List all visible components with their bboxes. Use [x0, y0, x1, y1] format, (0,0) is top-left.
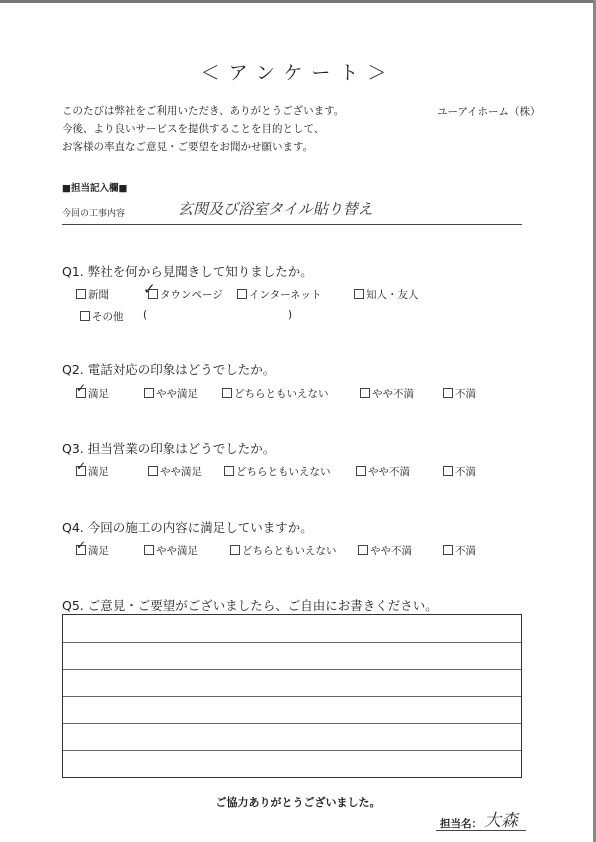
q2-option-dissatisfied[interactable]: 不満	[443, 386, 476, 401]
q2-option-satisfied[interactable]: 満足	[76, 386, 109, 401]
q4-check-mark-icon: ✓	[76, 538, 87, 552]
q1-option-other[interactable]: その他	[80, 309, 124, 324]
q3-option-satisfied[interactable]: 満足	[76, 464, 109, 479]
q1-checkbox-newspaper[interactable]	[76, 289, 86, 299]
q2-option-neutral[interactable]: どちらともいえない	[222, 386, 329, 401]
staff-name-value[interactable]: 大森	[484, 811, 518, 831]
intro-line-1: このたびは弊社をご利用いただき、ありがとうございます。	[62, 105, 345, 117]
q2-checkbox-dissatisfied[interactable]	[443, 388, 453, 398]
q5-question: Q5. ご意見・ご要望がございましたら、ご自由にお書きください。	[62, 598, 438, 613]
thanks-message: ご協力ありがとうございました。	[215, 796, 381, 809]
intro-line-2: 今後、より良いサービスを提供することを目的として、	[62, 123, 325, 135]
q2-option-somewhat-dissatisfied[interactable]: やや不満	[360, 386, 414, 401]
staff-name-underline	[436, 830, 526, 831]
q4-checkbox-neutral[interactable]	[230, 545, 240, 555]
q4-checkbox-dissatisfied[interactable]	[443, 545, 453, 555]
q1-check-mark-icon: ✓	[143, 280, 156, 298]
q3-option-somewhat-dissatisfied[interactable]: やや不満	[356, 464, 410, 479]
q1-option-newspaper[interactable]: 新聞	[76, 287, 109, 302]
company-name: ユーアイホーム（株）	[437, 106, 541, 118]
q1-other-paren-open: (	[143, 309, 148, 321]
q4-checkbox-somewhat-satisfied[interactable]	[144, 545, 154, 555]
q4-checkbox-somewhat-dissatisfied[interactable]	[358, 545, 368, 555]
q4-option-satisfied[interactable]: 満足	[76, 543, 109, 558]
q3-checkbox-somewhat-satisfied[interactable]	[148, 466, 158, 476]
q1-other-paren-close: )	[288, 309, 293, 321]
q5-comment-box[interactable]	[62, 614, 522, 778]
q4-option-somewhat-dissatisfied[interactable]: やや不満	[358, 543, 412, 558]
q1-checkbox-other[interactable]	[80, 311, 90, 321]
q3-option-dissatisfied[interactable]: 不満	[443, 464, 476, 479]
q3-check-mark-icon: ✓	[76, 459, 87, 473]
page-title: ＜アンケート＞	[200, 62, 396, 84]
q2-check-mark-icon: ✓	[76, 381, 87, 395]
q3-option-neutral[interactable]: どちらともいえない	[224, 464, 331, 479]
q1-checkbox-internet[interactable]	[237, 289, 247, 299]
work-content-underline	[62, 224, 522, 225]
comment-rule-line	[63, 696, 521, 697]
scan-edge-top	[0, 0, 596, 3]
comment-rule-line	[63, 723, 521, 724]
comment-rule-line	[63, 669, 521, 670]
q1-option-internet[interactable]: インターネット	[237, 287, 322, 302]
intro-line-3: お客様の率直なご意見・ご要望をお聞かせ願います。	[62, 141, 314, 153]
q3-option-somewhat-satisfied[interactable]: やや満足	[148, 464, 202, 479]
staff-section-label: ■担当記入欄■	[62, 183, 128, 194]
q2-checkbox-somewhat-dissatisfied[interactable]	[360, 388, 370, 398]
q1-option-townpage[interactable]: タウンページ	[148, 287, 223, 302]
work-content-value[interactable]: 玄関及び浴室タイル貼り替え	[178, 200, 373, 218]
staff-name-label: 担当名：	[440, 818, 482, 830]
q2-checkbox-somewhat-satisfied[interactable]	[144, 388, 154, 398]
q4-option-dissatisfied[interactable]: 不満	[443, 543, 476, 558]
q3-checkbox-somewhat-dissatisfied[interactable]	[356, 466, 366, 476]
q4-option-somewhat-satisfied[interactable]: やや満足	[144, 543, 198, 558]
q1-option-friend[interactable]: 知人・友人	[354, 287, 419, 302]
work-content-label: 今回の工事内容	[62, 209, 126, 219]
q2-question: Q2. 電話対応の印象はどうでしたか。	[62, 362, 276, 377]
q1-checkbox-friend[interactable]	[354, 289, 364, 299]
q2-checkbox-neutral[interactable]	[222, 388, 232, 398]
q4-option-neutral[interactable]: どちらともいえない	[230, 543, 337, 558]
comment-rule-line	[63, 642, 521, 643]
q2-option-somewhat-satisfied[interactable]: やや満足	[144, 386, 198, 401]
q3-checkbox-dissatisfied[interactable]	[443, 466, 453, 476]
q1-question: Q1. 弊社を何から見聞きして知りましたか。	[62, 264, 313, 279]
q4-question: Q4. 今回の施工の内容に満足していますか。	[62, 520, 313, 535]
q3-checkbox-neutral[interactable]	[224, 466, 234, 476]
q3-question: Q3. 担当営業の印象はどうでしたか。	[62, 441, 276, 456]
comment-rule-line	[63, 750, 521, 751]
